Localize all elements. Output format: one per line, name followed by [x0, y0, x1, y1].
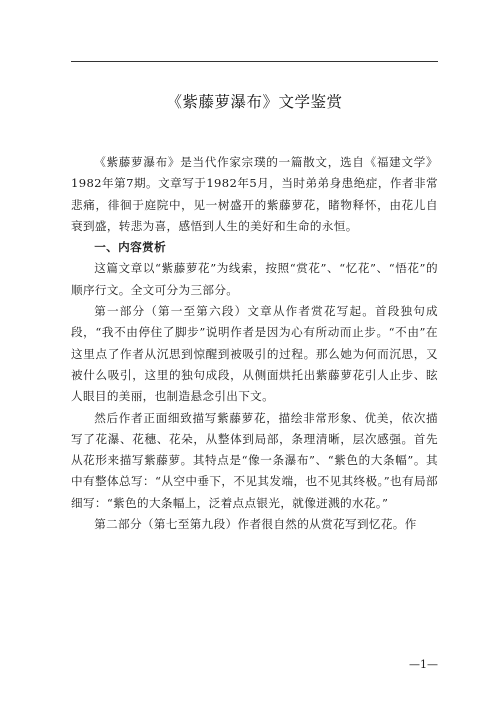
body-paragraph-3: 然后作者正面细致描写紫藤萝花，描绘非常形象、优美，依次描写了花瀑、花穗、花朵，从整体到局部，条理清晰，层次感强。首先从花形来描写紫藤萝。其特点是“像一条瀑布”、“紫色的大条幅”。其中有整体总写：“从空中垂下，不见其发端，也不见其终极。”也有局部细写：“紫色的大条幅上，泛着点点银光，就像迸溅的水花。” [71, 410, 438, 510]
section-heading: 一、内容赏析 [94, 240, 167, 255]
header-rule [71, 61, 438, 62]
body-paragraph-4: 第二部分（第七至第九段）作者很自然的从赏花写到忆花。作 [94, 517, 417, 532]
intro-paragraph: 《紫藤萝瀑布》是当代作家宗璞的一篇散文，选自《福建文学》1982年第7期。文章写于1982年5月，当时弟弟身患绝症，作者非常悲痛，徘徊于庭院中，见一树盛开的紫藤萝花，睹物释怀，由花儿自衰到盛，转悲为喜，感悟到人生的美好和生命的永恒。 [71, 155, 438, 233]
body-paragraph-2: 第一部分（第一至第六段）文章从作者赏花写起。首段独句成段，“我不由停住了脚步”说明作者是因为心有所动而止步。“不由”在这里点了作者从沉思到惊醒到被吸引的过程。那么她为何而沉思，又被什么吸引，这里的独句成段，从侧面烘托出紫藤萝花引人止步、眩人眼目的美丽，也制造悬念引出下文。 [71, 304, 438, 404]
document-title: 《紫藤萝瀑布》文学鉴赏 [166, 93, 343, 111]
body-paragraph-1: 这篇文章以“紫藤萝花”为线索，按照“赏花”、“忆花”、“悟花”的顺序行文。全文可分为三部分。 [71, 261, 438, 297]
page-number: —1— [409, 658, 438, 671]
document-body [71, 152, 438, 535]
